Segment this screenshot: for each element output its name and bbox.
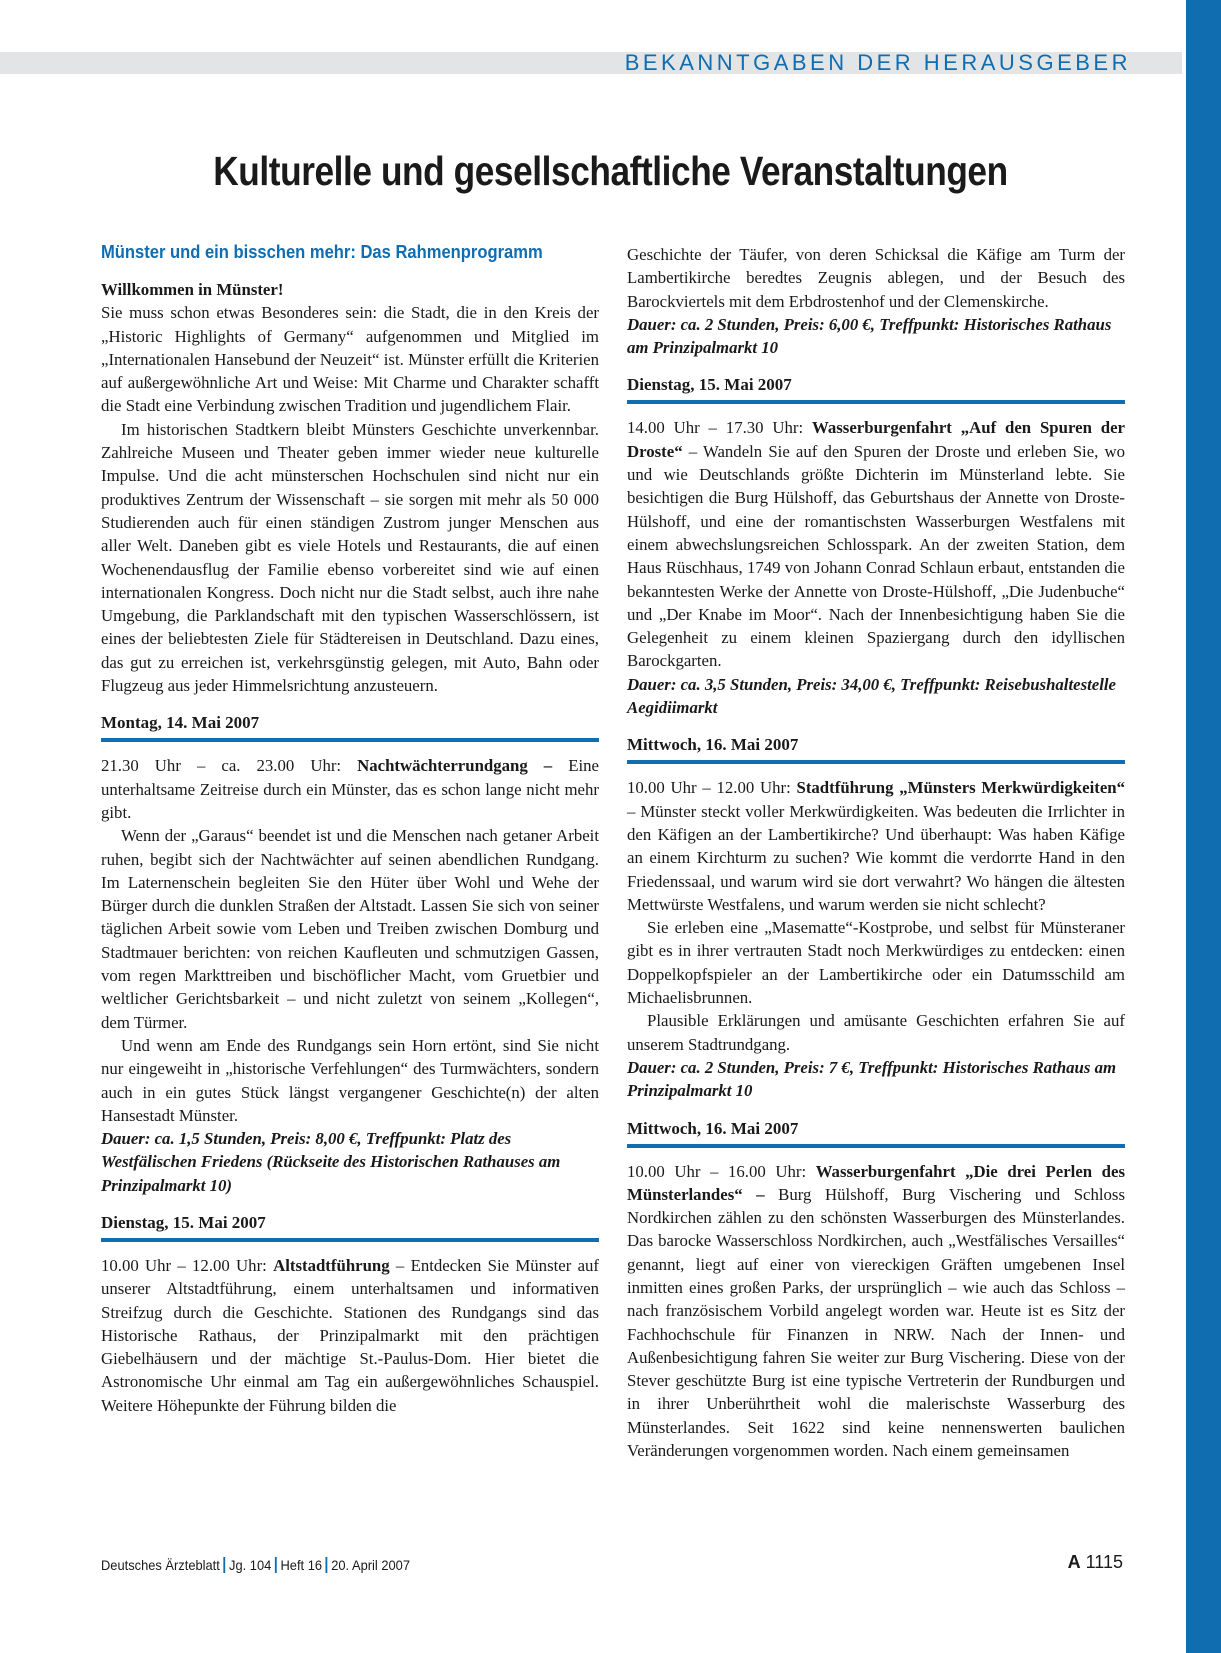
right-column [627,243,1125,1462]
event-details: Dauer: ca. 2 Stunden, Preis: 7 €, Treffpunkt: Historisches Rathaus am Prinzipalmarkt 10 [627,1057,1117,1101]
left-column [101,240,599,1417]
event-paragraph [627,1160,1125,1463]
event-lead: – Münster steckt voller Merkwürdigkeiten. Was bedeuten die Irrlichter in den Käfigen an der Lambertikirche? Und überhaupt: Was haben Käfige an einem Kirchturm zu suchen? Wie kommt die verdorrte Hand in den Friedenssaal, und warum wird sie dort verwahrt? Wo hängen die ältesten Mettwürste Westfalens, und warum werden sie nicht schlecht? [627,801,1125,914]
event-paragraph: Geschichte der Täufer, von deren Schicksal die Käfige am Turm der Lambertikirche beredtes Zeugnis ablegen, und der Besuch des Barockviertels mit dem Erbdrostenhof und der Clemenskirche. [627,245,1125,311]
event-name: Wasserburgenfahrt „Die drei Perlen des Münsterlandes“ – [627,1161,1125,1204]
footer-citation [101,1557,410,1573]
page-number [1068,1552,1123,1573]
event-details: Dauer: ca. 2 Stunden, Preis: 6,00 €, Treffpunkt: Historisches Rathaus am Prinzipalmarkt 10 [627,314,1112,358]
footer-separator [326,1557,328,1573]
event-date-heading: Dienstag, 15. Mai 2007 [627,373,1125,404]
event-date-heading: Mittwoch, 16. Mai 2007 [627,733,1125,764]
section-subhead: Münster und ein bisschen mehr: Das Rahmenprogramm [101,242,543,262]
event-name: Altstadtführung [273,1255,390,1275]
welcome-heading: Willkommen in Münster! [101,280,284,299]
page-title: Kulturelle und gesellschaftliche Veranstaltungen [213,148,1008,194]
event-time: 10.00 Uhr – 12.00 Uhr: [101,1255,274,1275]
event-time: 14.00 Uhr – 17.30 Uhr: [627,418,813,438]
sidebar-accent-bar [1186,0,1221,1653]
event-paragraph [627,416,1125,672]
footer-separator [275,1557,277,1573]
event-paragraph [627,776,1125,916]
journal-name: Deutsches Ärzteblatt [101,1557,220,1573]
event-name: Wasserburgenfahrt „Auf den Spuren der Droste“ [627,418,1125,461]
event-lead: – Wandeln Sie auf den Spuren der Droste und erleben Sie, wo und wie Deutschlands größte Dichterin im Münsterland lebte. Sie besichtigen die Burg Hülshoff, das Geburtshaus der Annette von Droste-Hülshoff, und eine der romantischsten Wasserburgen Westfalens mit einem abwechslungsreichen Schlosspark. An der zweiten Station, dem Haus Rüschhaus, 1749 von Johann Conrad Schlaun erbaut, entstanden die bekanntesten Werke der Annette von Droste-Hülshoff, „Die Judenbuche“ und „Der Knabe im Moor“. Nach der Innenbesichtigung haben Sie die Gelegenheit zu einem kleinen Spaziergang durch den idyllischen Barockgarten. [627,441,1125,671]
event-paragraph: Wenn der „Garaus“ beendet ist und die Menschen nach getaner Arbeit ruhen, begibt sich der Nachtwächter auf seinen abendlichen Rundgang. Im Laternenschein begleiten Sie den Hüter über Wohl und Wehe der Bürger durch die dunklen Straßen der Altstadt. Lassen Sie sich von seiner täglichen Arbeit sowie vom Leben und Treiben zwischen Domburg und Stadtmauer berichten: von reichen Kaufleuten und schmutzigen Gassen, vom regen Markttreiben und bischöflicher Macht, vom Gruetbier und weltlicher Gerichtsbarkeit – und nicht zuletzt von seinem „Kollegen“, dem Türmer. [101,826,599,1032]
section-label: BEKANNTGABEN DER HERAUSGEBER [624,50,1131,75]
event-paragraph: Plausible Erklärungen und amüsante Geschichten erfahren Sie auf unserem Stadtrundgang. [627,1011,1125,1054]
footer-separator [224,1557,226,1573]
event-time: 10.00 Uhr – 16.00 Uhr: [627,1161,816,1181]
event-paragraph: Und wenn am Ende des Rundgangs sein Horn ertönt, sind Sie nicht nur eingeweiht in „historische Verfehlungen“ des Turmwächters, sondern auch in ein gutes Stück längst vergangener Geschichte(n) der alten Hansestadt Münster. [101,1035,599,1125]
page-prefix: A [1067,1552,1081,1572]
event-lead: – Entdecken Sie Münster auf unserer Altstadtführung, einem unterhaltsamen und informativen Streifzug durch die Geschichte. Stationen des Rundgangs sind das Historische Rathaus, der Prinzipalmarkt mit den prächtigen Giebelhäusern und der mächtige St.-Paulus-Dom. Hier bietet die Astronomische Uhr einmal am Tag ein außergewöhnliches Schauspiel. Weitere Höhepunkte der Führung bilden die [101,1255,599,1415]
journal-date: 20. April 2007 [331,1557,411,1573]
event-date-heading: Mittwoch, 16. Mai 2007 [627,1117,1125,1148]
event-name: Stadtführung „Münsters Merkwürdigkeiten“ [796,778,1125,798]
event-time: 21.30 Uhr – ca. 23.00 Uhr: [101,756,358,776]
event-paragraph [101,754,599,824]
event-time: 10.00 Uhr – 12.00 Uhr: [627,778,797,798]
event-paragraph: Sie erleben eine „Masematte“-Kostprobe, und selbst für Münsteraner gibt es in ihrer vertrauten Stadt noch Merkwürdiges zu entdecken: einen Doppelkopfspieler an der Lambertikirche oder ein Datumsschild am Michaelisbrunnen. [627,918,1125,1008]
journal-volume: Jg. 104 [229,1557,272,1573]
event-date-heading: Dienstag, 15. Mai 2007 [101,1211,599,1242]
journal-issue: Heft 16 [280,1557,323,1573]
page-number-value: 1115 [1085,1552,1123,1572]
event-date-heading: Montag, 14. Mai 2007 [101,711,599,742]
event-lead: Burg Hülshoff, Burg Vischering und Schloss Nordkirchen zählen zu den schönsten Wasserburgen des Münsterlandes. Das barocke Wasserschloss Nordkirchen, auch „Westfälisches Versailles“ genannt, liegt auf einer von viereckigen Gräften umgebenen Insel inmitten eines großen Parks, der ursprünglich – wie auch das Schloss – nach französischem Vorbild angelegt worden war. Heute ist es Sitz der Fachhochschule für Finanzen in NRW. Nach der Innen- und Außenbesichtigung fahren Sie weiter zur Burg Vischering. Diese von der Stever geschützte Burg ist eine typische Vertreterin der Rundburgen und in ihrer Unberührtheit wohl die malerischste Wasserburg des Münsterlandes. Seit 1622 sind keine nennenswerten baulichen Veränderungen vorgenommen worden. Nach einem gemeinsamen [627,1184,1125,1461]
event-name: Nachtwächterrundgang – [357,756,553,776]
intro-paragraph-1: Sie muss schon etwas Besonderes sein: die Stadt, die in den Kreis der „Historic Highlights of Germany“ aufgenommen und Mitglied im „Internationalen Hansebund der Neuzeit“ ist. Münster erfüllt die Kriterien auf außergewöhnliche Art und Weise: Mit Charme und Charakter schafft die Stadt eine Verbindung zwischen Tradition und jugendlichem Flair. [101,303,599,416]
event-details: Dauer: ca. 1,5 Stunden, Preis: 8,00 €, Treffpunkt: Platz des Westfälischen Friedens (Rückseite des Historischen Rathauses am Prinzipalmarkt 10) [101,1129,561,1195]
intro-paragraph-2: Im historischen Stadtkern bleibt Münsters Geschichte unverkennbar. Zahlreiche Museen und Theater geben immer wieder neue kulturelle Impulse. Und die acht münsterschen Hochschulen sind nicht nur ein produktives Zentrum der Wissenschaft – sie sorgen mit mehr als 50 000 Studierenden auch für einen ständigen Zustrom junger Menschen aus aller Welt. Daneben gibt es viele Hotels und Restaurants, die auf einen Wochenendausflug der Familie ebenso vorbereitet sind wie auf einen internationalen Kongress. Doch nicht nur die Stadt selbst, auch ihre nahe Umgebung, die Parklandschaft mit den typischen Wasserschlössern, ist eines der beliebtesten Ziele für Städtereisen in Deutschland. Dazu eines, das gut zu erreichen ist, verkehrsgünstig gelegen, mit Auto, Bahn oder Flugzeug aus jeder Himmelsrichtung anzusteuern. [101,419,599,696]
event-paragraph [101,1254,599,1417]
event-lead: Eine unterhaltsame Zeitreise durch ein Münster, das es schon lange nicht mehr gibt. [101,756,599,822]
event-details: Dauer: ca. 3,5 Stunden, Preis: 34,00 €, Treffpunkt: Reisebushaltestelle Aegidiimarkt [627,674,1116,718]
